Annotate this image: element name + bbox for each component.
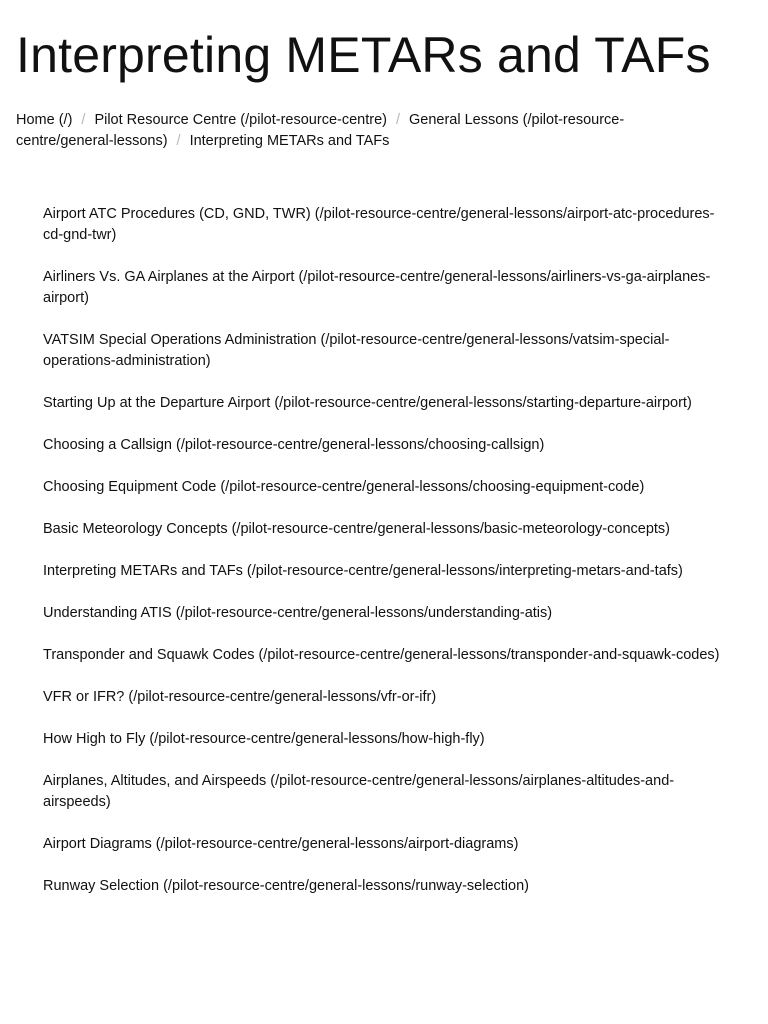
list-item (43, 645, 733, 666)
list-item (43, 729, 733, 750)
breadcrumb-separator: / (395, 112, 400, 128)
lesson-link-transponder-squawk[interactable]: Transponder and Squawk Codes (/pilot-resource-centre/general-lessons/transponder-and-squawk-codes) (43, 647, 720, 663)
lesson-link-runway-selection[interactable]: Runway Selection (/pilot-resource-centre/general-lessons/runway-selection) (43, 878, 529, 894)
breadcrumb-separator: / (176, 133, 181, 149)
lesson-link-choosing-callsign[interactable]: Choosing a Callsign (/pilot-resource-centre/general-lessons/choosing-callsign) (43, 437, 545, 453)
breadcrumb (16, 110, 716, 152)
list-item (43, 771, 733, 813)
list-item (43, 204, 733, 246)
lesson-link-choosing-equipment-code[interactable]: Choosing Equipment Code (/pilot-resource-centre/general-lessons/choosing-equipment-code) (43, 479, 645, 495)
list-item (43, 561, 733, 582)
lesson-link-starting-departure-airport[interactable]: Starting Up at the Departure Airport (/pilot-resource-centre/general-lessons/starting-departure-airport) (43, 395, 692, 411)
list-item (43, 330, 733, 372)
breadcrumb-home-link[interactable]: Home (/) (16, 112, 73, 128)
lesson-link-understanding-atis[interactable]: Understanding ATIS (/pilot-resource-centre/general-lessons/understanding-atis) (43, 605, 553, 621)
list-item (43, 267, 733, 309)
lesson-link-airport-diagrams[interactable]: Airport Diagrams (/pilot-resource-centre/general-lessons/airport-diagrams) (43, 836, 519, 852)
list-item (43, 687, 733, 708)
lesson-link-interpreting-metars-tafs[interactable]: Interpreting METARs and TAFs (/pilot-resource-centre/general-lessons/interpreting-metars-and-tafs) (43, 563, 683, 579)
breadcrumb-pilot-resource-centre-link[interactable]: Pilot Resource Centre (/pilot-resource-centre) (94, 112, 387, 128)
page-title: Interpreting METARs and TAFs (16, 27, 711, 83)
list-item (43, 435, 733, 456)
list-item (43, 876, 733, 897)
lesson-list (16, 204, 733, 897)
list-item (43, 519, 733, 540)
breadcrumb-separator: / (81, 112, 86, 128)
lesson-link-airport-atc-procedures[interactable]: Airport ATC Procedures (CD, GND, TWR) (/pilot-resource-centre/general-lessons/airport-atc-procedures-cd-gnd-twr) (43, 206, 715, 243)
lesson-link-basic-meteorology[interactable]: Basic Meteorology Concepts (/pilot-resource-centre/general-lessons/basic-meteorology-concepts) (43, 521, 671, 537)
lesson-link-vfr-or-ifr[interactable]: VFR or IFR? (/pilot-resource-centre/general-lessons/vfr-or-ifr) (43, 689, 437, 705)
lesson-link-how-high-to-fly[interactable]: How High to Fly (/pilot-resource-centre/general-lessons/how-high-fly) (43, 731, 485, 747)
list-item (43, 603, 733, 624)
breadcrumb-general-lessons-link[interactable]: General Lessons (/pilot-resource-centre/general-lessons) (16, 112, 625, 149)
list-item (43, 393, 733, 414)
lesson-link-vatsim-special-operations[interactable]: VATSIM Special Operations Administration (/pilot-resource-centre/general-lessons/vatsim-special-operations-administration) (43, 332, 670, 369)
lesson-link-airplanes-altitudes-airspeeds[interactable]: Airplanes, Altitudes, and Airspeeds (/pilot-resource-centre/general-lessons/airplanes-altitudes-and-airspeeds) (43, 773, 675, 810)
list-item (43, 477, 733, 498)
lesson-link-airliners-vs-ga[interactable]: Airliners Vs. GA Airplanes at the Airport (/pilot-resource-centre/general-lessons/airliners-vs-ga-airplanes-airport) (43, 269, 711, 306)
list-item (43, 834, 733, 855)
breadcrumb-current-page: Interpreting METARs and TAFs (189, 133, 390, 149)
